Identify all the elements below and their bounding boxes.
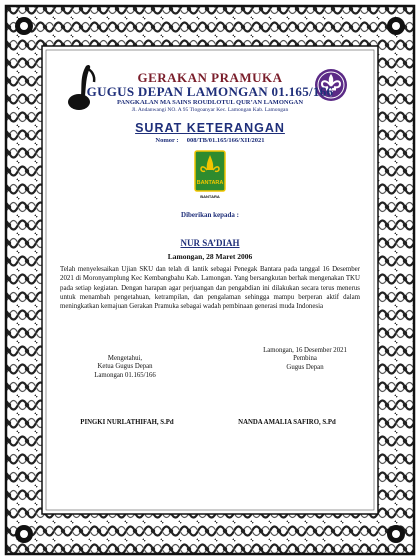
document-number-label: Nomor : xyxy=(155,137,179,144)
document-number xyxy=(0,137,420,144)
address-line: Jl. Andanwangi NO. A 95 Tlogoanyar Kec. Lamongan Kab. Lamongan xyxy=(131,107,289,113)
document-number-value: 008/TB/01.165/166/XII/2021 xyxy=(186,137,265,144)
badge-label: BANTARA xyxy=(196,180,224,186)
signature-left-line3: Lamongan 01.165/166 xyxy=(94,371,156,379)
recipient-birth: Lamongan, 28 Maret 2006 xyxy=(167,252,253,261)
signature-right-role: Pembina xyxy=(293,355,317,363)
recipient-name: NUR SA’DIAH xyxy=(180,238,240,248)
organization-title: GERAKAN PRAMUKA xyxy=(137,70,283,85)
signature-date: Lamongan, 16 Desember 2021 xyxy=(263,347,347,354)
gugus-depan-title: GUGUS DEPAN LAMONGAN 01.165/166 xyxy=(86,84,334,99)
body-paragraph: Telah menyelesaikan Ujian SKU dan telah di lantik sebagai Penegak Bantara pada tanggal 16 Desember 2021 di Moronyamplung Kec Kembangbahu Kab. Lamongan. Yang bersangkutan berhak mengenakan TKU pada setiap kegiatan. Dengan harapan agar perjuangan dan pengabdian ini dilakukan secara terus menerus untuk menambah pengetahuan, ketrampilan, dan pengalaman sehingga mampu berperan aktif dalam meningkatkan kemajuan Gerakan Pramuka sebagai wadah pembinaan generasi muda Indonesia xyxy=(60,266,360,311)
signature-block-right xyxy=(240,347,370,372)
signature-block-left xyxy=(70,355,180,380)
school-name: PANGKALAN MA SAINS ROUDLOTUL QUR’AN LAMONGAN xyxy=(116,99,304,106)
signature-left-line1: Mengetahui, xyxy=(107,355,143,362)
signatory-right-name: NANDA AMALIA SAFIRO, S.Pd xyxy=(238,419,336,426)
document-title: SURAT KETERANGAN xyxy=(135,121,285,135)
given-to-label: Diberikan kepada : xyxy=(181,211,239,219)
bantara-badge-icon xyxy=(194,150,226,192)
badge-caption: BANTARA xyxy=(200,194,220,199)
signature-left-line2: Ketua Gugus Depan xyxy=(97,363,153,371)
signatory-left-name: PINGKI NURLATHIFAH, S.Pd xyxy=(80,419,174,426)
signature-right-unit: Gugus Depan xyxy=(286,363,324,371)
